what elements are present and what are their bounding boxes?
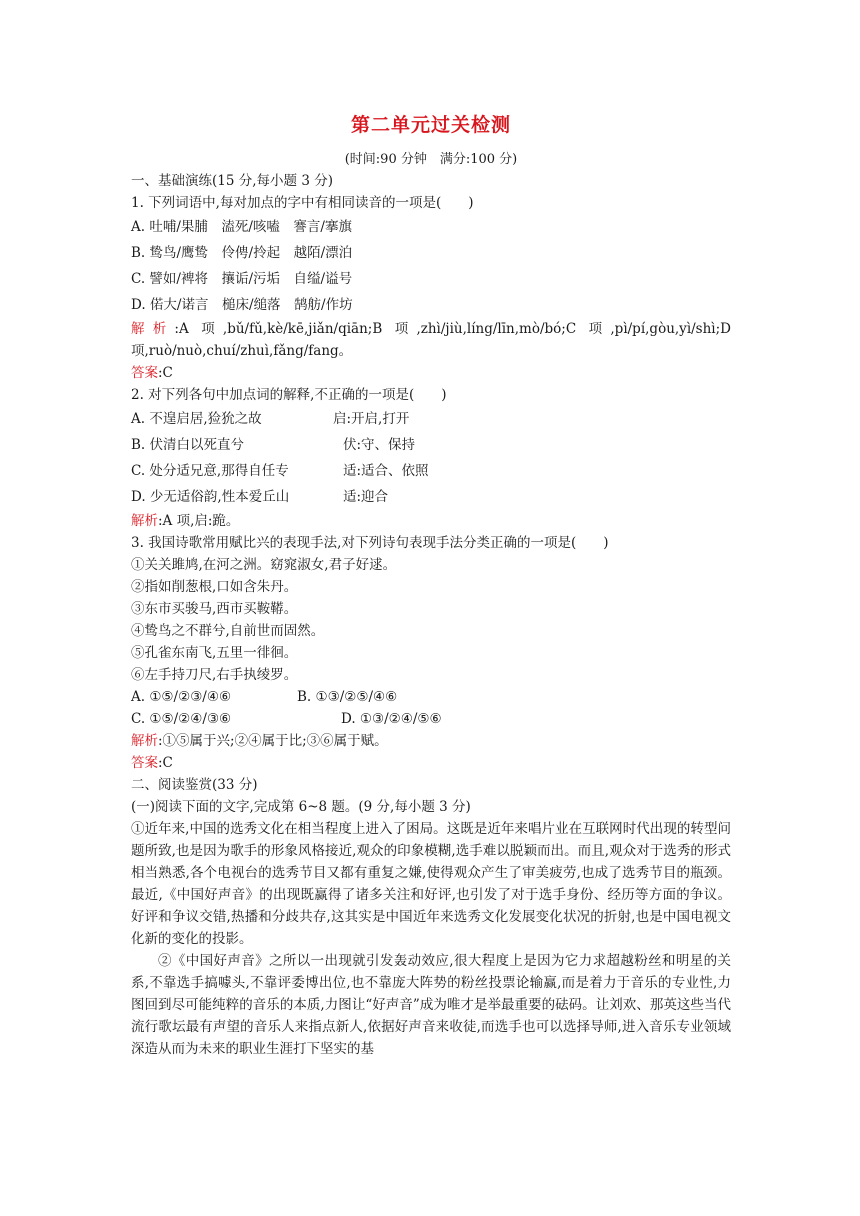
option-gloss: 适:适合、依照 [343,463,429,479]
analysis-text: :①⑤属于兴;②④属于比;③⑥属于赋。 [158,733,388,749]
poem-line-5: ⑤孔雀东南飞,五里一徘徊。 [131,645,298,661]
question-3-analysis [131,730,731,752]
question-3-option-a: A. ①⑤/②③/④⑥ [131,689,232,705]
analysis-label: 解析 [131,513,158,529]
section-heading-basic: 一、基础演练(15 分,每小题 3 分) [131,173,333,189]
answer-text: :C [158,365,173,381]
document-page [131,112,731,1060]
question-2-analysis [131,510,731,532]
question-1-option-c: C. 譬如/裨将 攘诟/污垢 自缢/谥号 [131,271,353,287]
poem-line-2: ②指如削葱根,口如含朱丹。 [131,579,298,595]
question-1-option-b: B. 鸷鸟/鹰鸷 伶俜/拎起 越陌/漂泊 [131,245,353,261]
answer-text: :C [158,755,173,771]
question-1-option-a: A. 吐哺/果脯 溘死/咳嗑 謇言/搴旗 [131,219,352,235]
option-sentence: C. 处分适兄意,那得自任专 [131,463,289,479]
option-gloss: 伏:守、保持 [343,437,416,453]
poem-line-1: ①关关雎鸠,在河之洲。窈窕淑女,君子好逑。 [131,557,397,573]
reading-paragraph-2: ②《中国好声音》之所以一出现就引发轰动效应,很大程度上是因为它力求超越粉丝和明星的关系,不靠选手搞噱头,不靠评委博出位,也不靠庞大阵势的粉丝投票论输赢,而是着力于音乐的专业性,力图回到尽可能纯粹的音乐的本质,力图让“好声音”成为唯才是举最重要的砝码。让刘欢、那英这些当代流行歌坛最有声望的音乐人来指点新人,依据好声音来收徒,而选手也可以选择导师,进入音乐专业领域深造从而为未来的职业生涯打下坚实的基 [131,953,731,1057]
exam-time-info: (时间:90 分钟 满分:100 分) [344,152,518,167]
analysis-label: 解析 [131,321,175,337]
question-2-option-b [131,432,731,458]
question-3-option-d: D. ①③/②④/⑤⑥ [341,711,442,727]
option-gloss: 启:开启,打开 [333,411,410,427]
poem-line-4: ④鸷鸟之不群兮,自前世而固然。 [131,623,325,639]
analysis-text: :A 项,启:跪。 [158,513,240,529]
reading-instructions: (一)阅读下面的文字,完成第 6~8 题。(9 分,每小题 3 分) [131,799,471,815]
question-3-answer [131,752,731,774]
question-1-answer [131,362,731,384]
analysis-text: :A 项,bǔ/fǔ,kè/kē,jiǎn/qiān;B 项,zhì/jiù,líng/līn,mò/bó;C 项,pì/pí,gòu,yì/shì;D 项,ruò/nuò,chuí/zhuì,fǎng/fang。 [131,321,731,359]
option-sentence: D. 少无适俗韵,性本爱丘山 [131,489,290,505]
page-title: 第二单元过关检测 [350,114,511,136]
answer-label: 答案 [131,755,158,771]
question-3-stem: 3. 我国诗歌常用赋比兴的表现手法,对下列诗句表现手法分类正确的一项是( ) [131,535,609,551]
question-3-option-b: B. ①③/②⑤/④⑥ [297,689,398,705]
question-1-analysis [131,318,731,362]
option-sentence: B. 伏清白以死直兮 [131,437,245,453]
question-2-option-c [131,458,731,484]
question-2-stem: 2. 对下列各句中加点词的解释,不正确的一项是( ) [131,387,447,403]
option-sentence: A. 不遑启居,猃狁之故 [131,411,262,427]
reading-paragraph-1: ①近年来,中国的选秀文化在相当程度上进入了困局。这既是近年来唱片业在互联网时代出现的转型问题所致,也是因为歌手的形象风格接近,观众的印象模糊,选手难以脱颖而出。而且,观众对于选秀的形式相当熟悉,各个电视台的选秀节目又都有重复之嫌,使得观众产生了审美疲劳,也成了选秀节目的瓶颈。最近,《中国好声音》的出现既赢得了诸多关注和好评,也引发了对于选手身份、经历等方面的争议。好评和争议交错,热播和分歧共存,这其实是中国近年来选秀文化发展变化状况的折射,也是中国电视文化新的变化的投影。 [131,821,731,947]
poem-line-3: ③东市买骏马,西市买鞍鞯。 [131,601,298,617]
question-2-option-a [131,406,731,432]
question-3-options-cd [131,708,731,730]
question-1-stem: 1. 下列词语中,每对加点的字中有相同读音的一项是( ) [131,195,474,211]
option-gloss: 适:迎合 [343,489,389,505]
poem-line-6: ⑥左手持刀尺,右手执绫罗。 [131,667,298,683]
question-2-option-d [131,484,731,510]
question-3-option-c: C. ①⑤/②④/③⑥ [131,711,232,727]
question-3-options-ab [131,686,731,708]
analysis-label: 解析 [131,733,158,749]
answer-label: 答案 [131,365,158,381]
section-heading-reading: 二、阅读鉴赏(33 分) [131,777,258,793]
question-1-option-d: D. 偌大/诺言 槌床/缒落 鹄舫/作坊 [131,297,353,313]
